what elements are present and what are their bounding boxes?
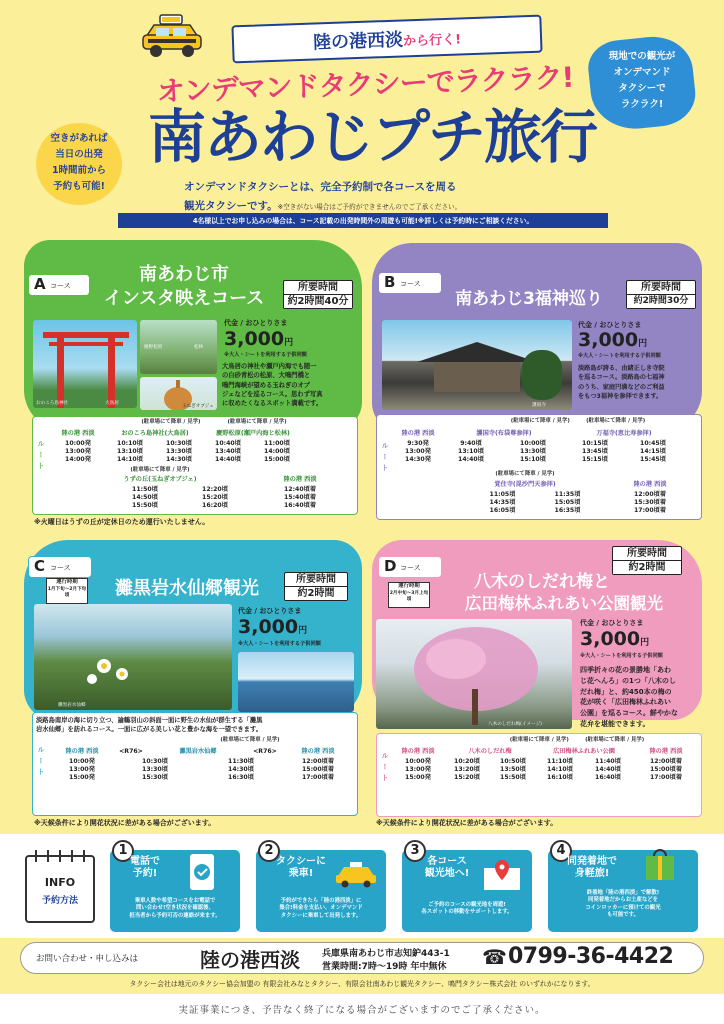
time: 15:00頃 [264,456,290,463]
desc-l3: 鳴門海峡が望める玉ねぎのオブ [222,381,310,389]
time: 13:45頃 [582,448,608,455]
duration-value: 約2時間 [285,586,347,600]
course-d-footnote: ※天候条件により開花状況に差がある場合がございます。 [376,819,558,827]
course-a-stop-row1 [94,419,334,427]
stopover: (駐車場にて降車 / 見学) [227,419,287,425]
time: 15:10頃 [520,456,546,463]
t1: 各コース [427,856,467,867]
course-a-title2: インスタ映えコース [103,288,265,309]
time: 14:40頃 [458,456,484,463]
desc-l4: ジェなどを巡るコース。思わず写真 [222,390,323,398]
course-d-duration [612,546,682,575]
yen: 円 [284,338,294,348]
course-b-stops1 [394,430,700,438]
stop: 陸の港 西淡 [401,748,435,755]
period-label: 運行時期 [56,579,78,585]
time: 10:00発 [65,440,91,447]
desc-l1: 四季折々の花の景勝地「あわ [580,666,671,674]
time: 15:00頃着 [649,766,683,773]
stop: 陸の港 西淡 [65,748,99,755]
stop: 万福寺(恵比寿参拝) [596,430,652,437]
stop: おのころ島神社(大鳥居) [121,430,189,437]
course-b-title1: 南あわじ3福神巡り [455,289,603,309]
course-c-footnote: ※天候条件により開花状況に差がある場合がございます。 [34,819,216,827]
d1: ご予約のコースの観光地を周遊! [428,902,506,908]
time: 15:45頃 [640,456,666,463]
yen: 円 [640,638,650,648]
course-b-stop-row1 [458,418,698,426]
time: 14:10頃 [547,766,573,773]
course-b-caption1: 護国寺 [532,403,546,408]
course-b-stops2 [470,481,700,489]
desc-l2: を巡るコース。淡路島の七福神 [578,374,665,382]
course-a-price [224,328,293,350]
duration-label: 所要時間 [641,282,681,293]
course-a-stops1 [50,430,350,438]
step-3-desc [402,902,532,917]
time: 11:10頃 [547,758,573,765]
time: 13:40頃 [215,448,241,455]
course-c-route-label: ルート [37,746,45,779]
torii-icon [33,320,137,408]
course-a-caption2: 慶野松原 [144,345,163,350]
course-c-times [52,758,352,782]
stopover: (駐車場にて降車 / 見学) [586,418,646,424]
step-1-num: 1 [112,840,134,862]
stop: 八木のしだれ梅 [468,748,512,755]
stopover: (駐車場にて降車 / 見学) [509,737,569,743]
course-d-title1: 八木のしだれ梅と [474,572,610,592]
course-a-photo2 [140,320,217,374]
time: 15:30頃 [142,774,168,781]
course-d-period [388,582,430,608]
left-bubble-l2: 当日の出発 [55,149,103,160]
course-c-photo2 [238,652,354,712]
time: 11:05頃 [489,491,516,498]
ribbon-main: 陸の港西淡 [312,29,404,54]
desc-l5: に収めたくなるスポット満載です。 [222,400,323,408]
d1: 終着地「陸の港西淡」で解散! [586,890,660,896]
headline: オンデマンドタクシーでラクラク! [156,60,574,109]
course-a-caption2b: 松林 [194,345,204,350]
time: 15:05頃 [554,499,581,506]
right-bubble-text [590,49,694,113]
right-bubble-l3: タクシーで [618,83,666,94]
step-1-desc [110,898,240,920]
info-label: INFO [44,876,76,889]
time: 12:40頃着 [283,486,317,493]
course-b-letter: B [384,273,396,291]
spacer [580,481,600,489]
contact-address: 兵庫県南あわじ市志知鈩443-1 [322,949,450,959]
duration-label: 所要時間 [627,548,667,559]
time: 11:40頃 [595,758,621,765]
time: 14:00発 [65,456,91,463]
time: 10:30頃 [142,758,168,765]
taxi-icon [334,862,378,888]
narcissus-icon [34,604,232,710]
time: 9:30発 [407,440,429,447]
time: 17:00頃着 [649,774,683,781]
step-2-title [272,856,330,880]
time: 15:20頃 [202,494,228,501]
d2: 各スポットの移動をサポートします。 [421,909,513,916]
course-a-price-note: ※大人・シートを利用する子供同額 [224,352,307,358]
duration-label: 所要時間 [298,282,338,293]
time: 10:10頃 [117,440,143,447]
stop: 覚住寺(毘沙門天参拝) [494,481,556,488]
yen: 円 [638,339,648,349]
course-b-price-label: 代金 / おひとりさま [578,321,642,329]
time: 13:30頃 [142,766,168,773]
time: 13:00発 [69,766,95,773]
course-a-stops2 [110,476,350,484]
course-a-word: コース [50,282,71,290]
time: 10:40頃 [215,440,241,447]
stop: 陸の港 西淡 [61,430,95,437]
time: 13:10頃 [117,448,143,455]
course-d-stops [392,748,700,756]
price-value: 3,000 [224,328,285,350]
t1: タクシーに [276,856,326,867]
time: 13:00発 [65,448,91,455]
info-sublabel: 予約方法 [41,896,78,906]
course-c-title1: 灘黒岩水仙郷観光 [115,578,259,599]
time: 16:05頃 [489,507,516,514]
course-b-price [578,329,647,351]
course-c-price-note: ※大人・シートを利用する子供同額 [238,641,321,647]
time: 16:40頃着 [283,502,317,509]
time: 10:50頃 [500,758,526,765]
course-a-title1: 南あわじ市 [139,264,229,285]
left-bubble-l1: 空きがあれば [50,133,108,144]
t2: 予約! [132,868,158,879]
course-b-route-label: ルート [381,442,389,475]
temple-icon [382,320,572,410]
price-value: 3,000 [580,628,641,650]
course-d-stop-row [452,737,702,745]
course-b-desc [578,364,665,401]
course-c-word: コース [50,564,71,572]
d3: 担当者から予約可否の連絡が来ます。 [129,912,221,919]
time: 12:00頃着 [649,758,683,765]
step-3-title [420,856,474,880]
desc-l5: 公園」を巡るコース。鮮やかな [580,709,678,718]
course-a-price-label: 代金 / おひとりさま [224,319,288,327]
ribbon-sub: から行く! [402,32,462,50]
stop: 陸の港 西淡 [301,748,335,755]
step-4-num: 4 [550,840,572,862]
course-c-stops [52,748,352,756]
time: 13:30頃 [520,448,546,455]
desc-l2: じ花へんろ」の1つ「八木のし [580,676,676,685]
time: 15:50頃 [500,774,526,781]
time: 17:00頃着 [633,507,667,514]
step-4-title [560,856,624,880]
time: 13:00発 [405,448,431,455]
stopover: (駐車場にて降車 / 見学) [585,737,645,743]
duration-value: 約2時間40分 [284,294,352,308]
course-d-price-label: 代金 / おひとりさま [580,619,644,627]
disclaimer: 実証事業につき、予告なく終了になる場合がございますのでご了承ください。 [178,1005,546,1016]
desc-l3: のうち、家庭円満などのご利益 [578,383,665,391]
time: 15:30頃着 [633,499,667,506]
yen: 円 [298,626,308,636]
time: 13:50頃 [500,766,526,773]
course-b-stop-row2: (駐車場にて降車 / 見学) [495,471,555,477]
time: 16:40頃 [595,774,621,781]
desc-l2: 岩水仙郷」を訪れるコース。一面に広がる美しい花と豊かな海を一望できます。 [36,726,263,734]
step-3-num: 3 [404,840,426,862]
d1: 乗車人数や希望コースをお電話で [134,898,216,904]
course-c-photo1 [34,604,232,710]
course-a-times2 [110,486,350,510]
course-d-price-note: ※大人・シートを利用する子供同額 [580,653,663,659]
time: 12:00頃着 [301,758,335,765]
time: 11:00頃 [264,440,290,447]
time: 14:30発 [405,456,431,463]
stop: うずの丘(玉ねぎオブジェ) [123,476,197,483]
spacer [210,476,250,484]
time: 14:35頃 [489,499,516,506]
course-a-desc [222,362,323,408]
t2: 身軽旅! [574,868,610,879]
desc-l3: だれ梅」と、約450本の梅の [580,687,672,696]
t1: 電話で [130,856,160,867]
taxi-icon [140,13,204,59]
intro-line2-text: 観光タクシーです。 [184,200,278,212]
time: 15:00頃着 [301,766,335,773]
time: 10:20頃 [454,758,480,765]
time: 13:10頃 [458,448,484,455]
time: 10:15頃 [582,440,608,447]
course-a-caption3: 玉ねぎオブジェ [182,404,214,409]
stop: 陸の港 西淡 [633,481,667,488]
notice-text: 4名様以上でお申し込みの場合は、コース記載の出発時間外の周遊も可能!※詳しくは予約時にご相談ください。 [192,217,534,225]
course-c-price [238,616,307,638]
course-a-route-label: ルート [37,440,45,473]
stop: 広田梅林ふれあい公園 [553,748,615,755]
course-c-period [46,578,88,604]
step-4-desc [548,890,698,920]
course-c-stop-row [150,737,350,745]
left-bubble-l4: 予約も可能! [53,181,105,192]
time: 16:30頃 [228,774,254,781]
course-a-footnote: ※火曜日はうずの丘が定休日のため運行いたしません。 [34,518,210,526]
time: 16:35頃 [554,507,581,514]
time: 17:00頃着 [301,774,335,781]
desc-l2: の白砂青松の松原、大鳴門橋と [222,372,311,380]
left-bubble-l3: 1時間前から [51,165,107,176]
gift-bag-icon [640,846,680,882]
stop: 護国寺(布袋尊参拝) [476,430,532,437]
course-c-desc [36,716,262,735]
course-b-times2 [470,491,700,515]
time: 14:10頃 [117,456,143,463]
time: 10:30頃 [166,440,192,447]
course-a-photo1 [33,320,137,408]
course-a-caption1: おのころ島神社 [36,401,69,406]
course-d-title2: 広田梅林ふれあい公園観光 [465,594,663,613]
stop: 陸の港 西淡 [649,748,683,755]
step-1-title [120,856,170,880]
course-d-word: コース [400,564,421,572]
desc-l4: をもつ3福神を参拝できます。 [578,392,663,400]
course-d-price [580,628,649,650]
stop: 慶野松原(瀬戸内海と松林) [216,430,290,437]
time: 12:00頃着 [633,491,667,498]
left-bubble-text [36,131,122,195]
t2: 観光地へ! [424,868,470,879]
course-b-photo1 [382,320,572,410]
course-d-route-label: ルート [381,752,389,785]
time: 11:30頃 [228,758,254,765]
duration-value: 約2時間30分 [627,294,695,308]
stop: 灘黒岩水仙郷 [179,748,217,755]
course-c-caption1: 灘黒岩水仙郷 [58,703,86,708]
right-bubble-l4: ラクラク! [620,99,664,110]
course-a-letter: A [34,275,46,293]
step-2-desc [256,898,386,920]
d4: も可能です。 [607,912,639,919]
intro-line2 [184,194,461,213]
stopover: (駐車場にて降車 / 見学) [510,418,570,424]
intro-note: ※空きがない場合はご予約ができませんのでご了承ください。 [277,203,462,211]
time: 15:15頃 [582,456,608,463]
contact-hours: 営業時間:7時〜19時 年中無休 [322,962,447,972]
time: 10:45頃 [640,440,666,447]
desc-l4: 花が咲く「広田梅林ふれあい [580,698,671,707]
time: 16:10頃 [547,774,573,781]
d2: 集合!料金を支払い、オンデマンド [279,905,363,912]
course-a-caption1b: 大鳥居 [105,401,119,406]
stop: 陸の港 西淡 [283,476,317,483]
time: 14:00頃 [264,448,290,455]
course-c-price-label: 代金 / おひとりさま [238,607,302,615]
map-pin-icon [482,856,522,892]
phone-icon [182,852,222,892]
t2: 乗車! [288,868,314,879]
course-b-times1 [394,440,700,464]
road: <R76> [253,748,277,755]
time: 15:00発 [69,774,95,781]
d2: 問い合わせ!空き状況を確認後、 [136,905,214,912]
time: 11:50頃 [132,486,158,493]
time: 15:40頃着 [283,494,317,501]
duration-label: 所要時間 [296,574,336,585]
d3: タクシーに乗車して出発します。 [280,912,362,919]
course-a-times1 [50,440,350,464]
duration-value: 約2時間 [613,560,681,574]
course-c-duration [284,572,348,601]
course-d-photo1 [376,619,572,729]
stop: 陸の港 西淡 [401,430,435,437]
desc-l1: 大鳥居の神社や瀬戸内海でも随一 [222,363,317,370]
time: 12:20頃 [202,486,228,493]
time: 16:20頃 [202,502,228,509]
course-a-stop-row2: (駐車場にて降車 / 見学) [130,467,190,473]
course-d-desc [580,665,678,730]
time: 13:20頃 [454,766,480,773]
road: <R76> [119,748,143,755]
page-title: 南あわじプチ旅行 [148,103,597,171]
time: 14:15頃 [640,448,666,455]
time: 11:35頃 [554,491,581,498]
course-d-times [392,758,700,782]
price-value: 3,000 [238,616,299,638]
course-b-price-note: ※大人・シートを利用する子供同額 [578,353,661,359]
course-c-letter: C [34,557,46,575]
d1: 予約ができたら「陸の港西淡」に [280,898,362,904]
right-bubble-l2: オンデマンド [613,67,671,78]
desc-l6: 花弁を堪能できます。 [580,719,650,728]
contact-phone[interactable]: 0799-36-4422 [508,944,674,969]
time: 10:00発 [405,758,431,765]
t1: 同発着地で [567,856,617,867]
time: 14:30頃 [228,766,254,773]
course-b-word: コース [400,280,421,288]
time: 14:40頃 [215,456,241,463]
contact-name: 陸の港西淡 [200,948,300,972]
time: 15:50頃 [132,502,158,509]
time: 13:00発 [405,766,431,773]
time: 13:30頃 [166,448,192,455]
time: 14:30頃 [166,456,192,463]
desc-l1: 淡路島南岸の海に切り立つ、諭鶴羽山の斜面一面に野生の水仙が群生する「灘黒 [36,717,263,724]
price-value: 3,000 [578,329,639,351]
desc-l1: 淡路島が誇る、由緒正しき寺院 [578,365,665,372]
companies-note: タクシー会社は地元のタクシー協会加盟の 有限会社みなとタクシー、有限会社南あわじ観光タクシー、鳴門タクシー株式会社 のいずれかになります。 [129,980,595,988]
stopover: (駐車場にて降車 / 見学) [141,419,201,425]
d2: 同発着地だからお土産などを [587,897,659,904]
right-bubble-l1: 現地での観光が [608,51,676,62]
course-a-duration [283,280,353,309]
period-label: 運行時期 [398,583,420,589]
phone-mark: ☎ [482,945,507,969]
stopover: (駐車場にて降車 / 見学) [220,737,280,743]
time: 14:40頃 [595,766,621,773]
time: 9:40頃 [460,440,482,447]
time: 15:20頃 [454,774,480,781]
course-d-letter: D [384,557,397,575]
course-a-photo3 [140,377,217,410]
course-b-duration [626,280,696,309]
step-2-num: 2 [258,840,280,862]
intro-line1: オンデマンドタクシーとは、完全予約制で各コースを周る [184,181,457,193]
time: 15:00発 [405,774,431,781]
d3: コインロッカーに預けての観光 [585,904,661,911]
contact-label: お問い合わせ・申し込みは [36,954,139,964]
plum-tree-icon [376,619,572,729]
period-value: 2月中旬〜3月上旬頃 [389,590,429,602]
time: 10:00頃 [520,440,546,447]
period-value: 1月下旬〜2月下旬頃 [47,586,87,598]
time: 10:00発 [69,758,95,765]
time: 14:50頃 [132,494,158,501]
course-d-caption1: 八木のしだれ梅(イメージ) [488,722,542,727]
